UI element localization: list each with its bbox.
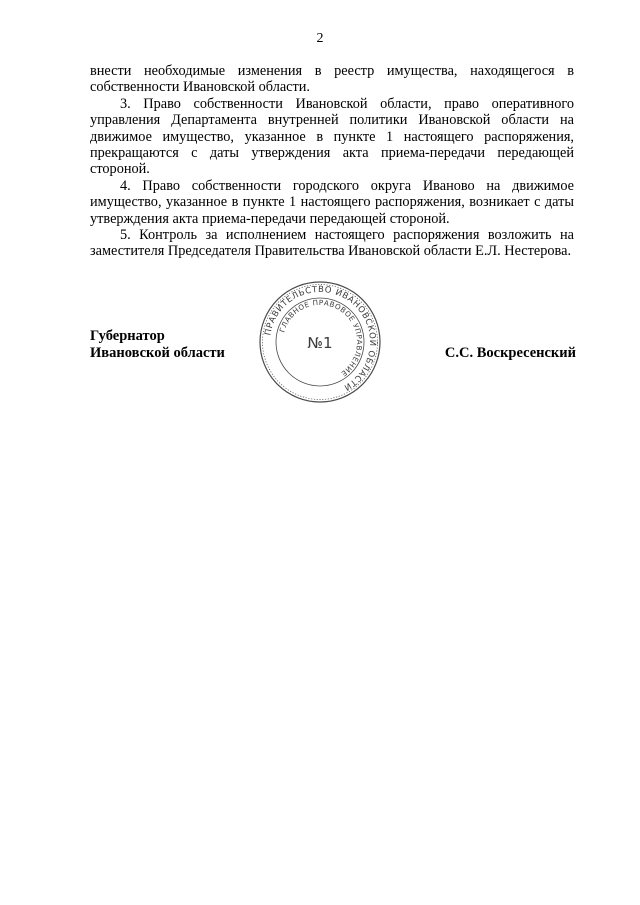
signatory-position-line2: Ивановской области bbox=[90, 345, 225, 361]
seal-inner-text: ГЛАВНОЕ ПРАВОВОЕ УПРАВЛЕНИЕ bbox=[277, 297, 365, 379]
signatory-name: С.С. Воскресенский bbox=[444, 345, 576, 361]
signatory-position bbox=[90, 328, 225, 362]
paragraph-continuation: внести необходимые изменения в реестр имущества, находящегося в собственности Ивановской области. bbox=[90, 63, 574, 96]
signatory-position-line1: Губернатор bbox=[90, 328, 165, 344]
paragraph-item-4: 4. Право собственности городского округа Иваново на движимое имущество, указанное в пункте 1 настоящего распоряжения, возникает с даты утверждения акта приема-передачи передающей стороной. bbox=[90, 177, 574, 227]
seal-number: №1 bbox=[307, 334, 333, 352]
paragraph-item-5: 5. Контроль за исполнением настоящего распоряжения возложить на заместителя Председателя Правительства Ивановской области Е.Л. Нестерова. bbox=[90, 227, 574, 260]
paragraph-item-3: 3. Право собственности Ивановской области, право оперативного управления Департамента внутренней политики Ивановской области на движимое имущество, указанное в пункте 1 настоящего распоряжения, прекращаются с даты утверждения акта приема-передачи передающей стороной. bbox=[90, 95, 574, 178]
official-seal-stamp bbox=[258, 280, 382, 404]
document-body bbox=[90, 63, 574, 260]
seal-outer-text: ПРАВИТЕЛЬСТВО ИВАНОВСКОЙ ОБЛАСТИ bbox=[263, 284, 378, 393]
page-number: 2 bbox=[316, 31, 324, 46]
